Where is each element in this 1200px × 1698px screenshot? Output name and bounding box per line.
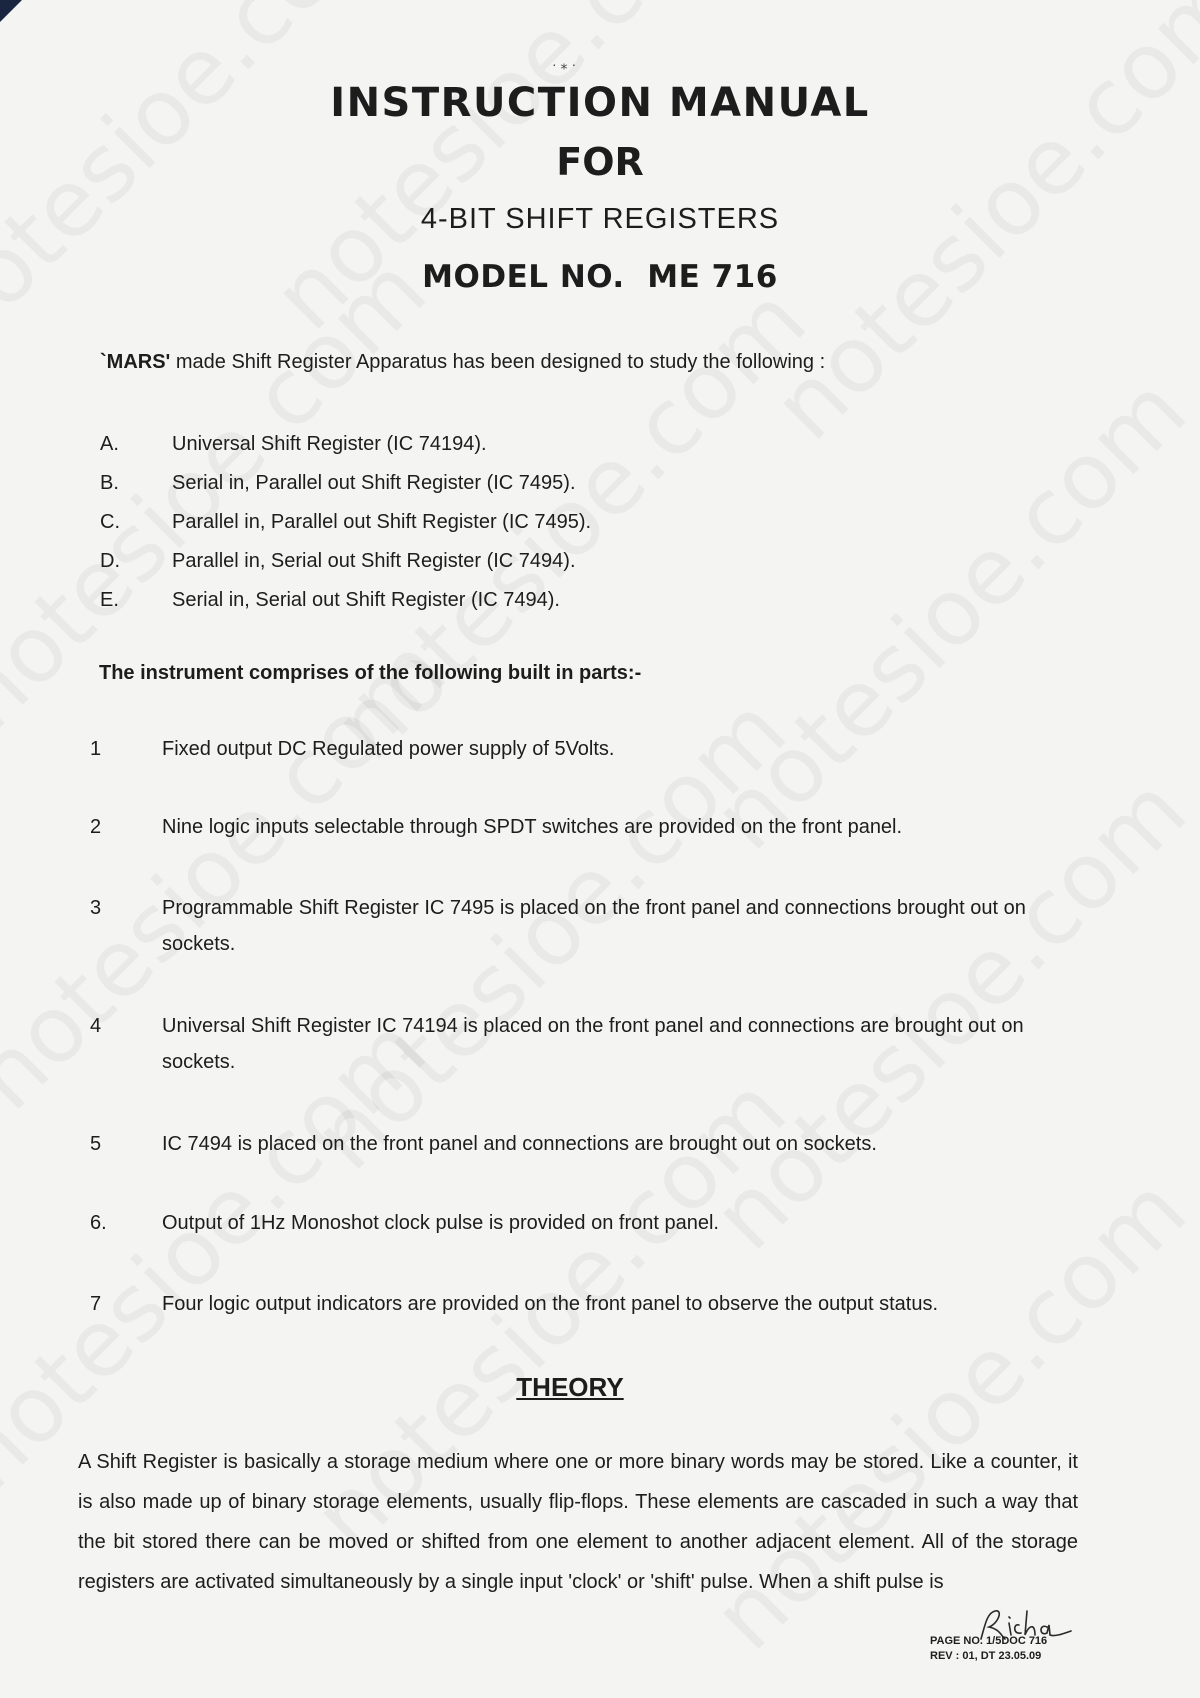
title-line-4: MODEL NO. ME 716 (422, 259, 778, 295)
theory-heading: THEORY (516, 1372, 624, 1402)
list-item (90, 809, 1082, 845)
list-item-key: 3 (90, 897, 102, 919)
list-item (90, 890, 1082, 962)
list-item (90, 1205, 1082, 1241)
list-item-text: Serial in, Serial out Shift Register (IC 7494). (172, 589, 560, 611)
parts-heading: The instrument comprises of the following built in parts:- (99, 662, 642, 684)
list-item-key: 4 (90, 1015, 102, 1037)
list-item-text: Serial in, Parallel out Shift Register (IC 7495). (172, 472, 576, 494)
list-item (100, 503, 860, 542)
list-item (100, 464, 860, 503)
intro-text: made Shift Register Apparatus has been designed to study the following : (170, 351, 826, 373)
list-item-key: 2 (90, 816, 102, 838)
list-item (100, 542, 860, 581)
list-item-key: A. (100, 433, 119, 455)
list-item-key: E. (100, 589, 119, 611)
theory-paragraph: A Shift Register is basically a storage medium where one or more binary words may be stored. Like a counter, it is also made up of binary storage elements, usually flip-flops. These elements are cascaded in such a way that the bit stored there can be moved or shifted from one element to another adjacent element. All of the storage registers are activated simultaneously by a single input 'clock' or 'shift' pulse. When a shift pulse is (78, 1451, 1078, 1593)
page-footer (930, 1634, 1047, 1664)
list-item-text: IC 7494 is placed on the front panel and connections are brought out on sockets. (162, 1133, 877, 1155)
list-item-text: Parallel in, Parallel out Shift Register (IC 7495). (172, 511, 592, 533)
intro-brand: `MARS' (100, 351, 171, 373)
list-item-text: Fixed output DC Regulated power supply of 5Volts. (162, 738, 615, 760)
list-item-key: B. (100, 472, 119, 494)
list-item-key: C. (100, 511, 120, 533)
list-item-text: Nine logic inputs selectable through SPDT switches are provided on the front panel. (162, 816, 903, 838)
list-item (90, 1286, 1082, 1322)
list-item (90, 731, 1082, 767)
list-item-key: 7 (90, 1293, 102, 1315)
list-item-key: 5 (90, 1133, 102, 1155)
list-item-text: Output of 1Hz Monoshot clock pulse is provided on front panel. (162, 1212, 719, 1234)
list-item-key: D. (100, 550, 120, 572)
watermark (0, 0, 417, 370)
list-item-text: Programmable Shift Register IC 7495 is placed on the front panel and connections brought out on sockets. (162, 897, 1026, 955)
scan-corner-mark (0, 0, 22, 22)
title-line-1: INSTRUCTION MANUAL (330, 80, 870, 126)
list-item (100, 425, 860, 464)
list-item-key: 6. (90, 1212, 107, 1234)
list-item (90, 1126, 1082, 1162)
list-item-text: Parallel in, Serial out Shift Register (IC 7494). (172, 550, 576, 572)
intro-paragraph (100, 351, 825, 374)
footer-page-no: PAGE NO. 1/5DOC 716 (930, 1635, 1048, 1647)
footer-revision: REV : 01, DT 23.05.09 (930, 1650, 1042, 1662)
list-item-text: Universal Shift Register (IC 74194). (172, 433, 487, 455)
list-item (100, 581, 860, 620)
title-line-2: FOR (556, 140, 644, 184)
list-item-text: Universal Shift Register IC 74194 is placed on the front panel and connections are brought out on sockets. (162, 1015, 1024, 1073)
title-line-3: 4-BIT SHIFT REGISTERS (420, 203, 780, 235)
list-item-text: Four logic output indicators are provided on the front panel to observe the output status. (162, 1293, 939, 1315)
list-item (90, 1008, 1082, 1080)
scan-specks: · ⁎ · (552, 56, 577, 72)
list-item-key: 1 (90, 738, 102, 760)
study-list (100, 425, 860, 620)
